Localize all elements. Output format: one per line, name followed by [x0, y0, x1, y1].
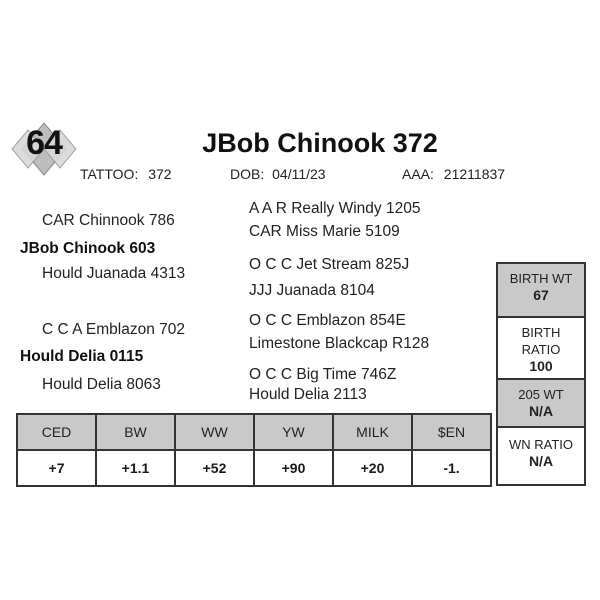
epd-value-ww: +52 — [175, 450, 254, 486]
birth-ratio-box — [496, 316, 586, 380]
aaa-label: AAA: — [402, 166, 434, 182]
epd-header-ced: CED — [17, 414, 96, 450]
epd-header-yw: YW — [254, 414, 333, 450]
animal-name: JBob Chinook 372 — [202, 128, 438, 158]
lot-number: 64 — [26, 124, 62, 162]
epd-header-en: $EN — [412, 414, 491, 450]
epd-header-ww: WW — [175, 414, 254, 450]
aaa-value: 21211837 — [443, 166, 506, 182]
sire-dam: Hould Juanada 4313 — [42, 265, 186, 282]
ssd: CAR Miss Marie 5109 — [249, 223, 400, 240]
epd-table — [16, 413, 492, 487]
epd-value-ced: +7 — [17, 450, 96, 486]
lot-badge — [8, 120, 80, 178]
tattoo-value: 372 — [148, 166, 172, 182]
epd-value-en: -1. — [412, 450, 491, 486]
birth-ratio-value: 100 — [529, 358, 553, 374]
epd-value-bw: +1.1 — [96, 450, 175, 486]
birth-ratio-label-2: RATIO — [521, 342, 561, 357]
tattoo-label: TATTOO: — [80, 166, 139, 182]
birth-wt-box — [496, 262, 586, 318]
birth-ratio-label-1: BIRTH — [521, 325, 561, 340]
dob-value: 04/11/23 — [272, 166, 326, 182]
dob-field — [230, 166, 326, 182]
wt205-box — [496, 378, 586, 428]
wt205-label: 205 WT — [518, 387, 564, 402]
dsd: Limestone Blackcap R128 — [249, 335, 430, 352]
dam: Hould Delia 0115 — [20, 348, 144, 365]
dam-sire: C C A Emblazon 702 — [42, 321, 186, 338]
epd-header-bw: BW — [96, 414, 175, 450]
sds: O C C Jet Stream 825J — [249, 256, 410, 273]
birth-wt-value: 67 — [533, 287, 549, 303]
wn-ratio-label: WN RATIO — [508, 437, 574, 452]
epd-value-yw: +90 — [254, 450, 333, 486]
epd-value-milk: +20 — [333, 450, 412, 486]
sdd: JJJ Juanada 8104 — [249, 282, 375, 299]
epd-value-row — [17, 450, 491, 486]
wt205-value: N/A — [528, 403, 554, 419]
tattoo-field — [80, 166, 172, 182]
wn-ratio-value: N/A — [528, 453, 554, 469]
ddd: Hould Delia 2113 — [249, 386, 367, 403]
sire: JBob Chinook 603 — [20, 240, 156, 257]
dss: O C C Emblazon 854E — [249, 312, 406, 329]
aaa-field — [402, 166, 505, 182]
dds: O C C Big Time 746Z — [249, 366, 397, 383]
sss: A A R Really Windy 1205 — [249, 200, 421, 217]
epd-header-milk: MILK — [333, 414, 412, 450]
dam-dam: Hould Delia 8063 — [42, 376, 161, 393]
epd-header-row — [17, 414, 491, 450]
birth-wt-label: BIRTH WT — [509, 271, 573, 286]
sire-sire: CAR Chinnook 786 — [42, 212, 175, 229]
dob-label: DOB: — [230, 166, 265, 182]
wn-ratio-box — [496, 426, 586, 486]
